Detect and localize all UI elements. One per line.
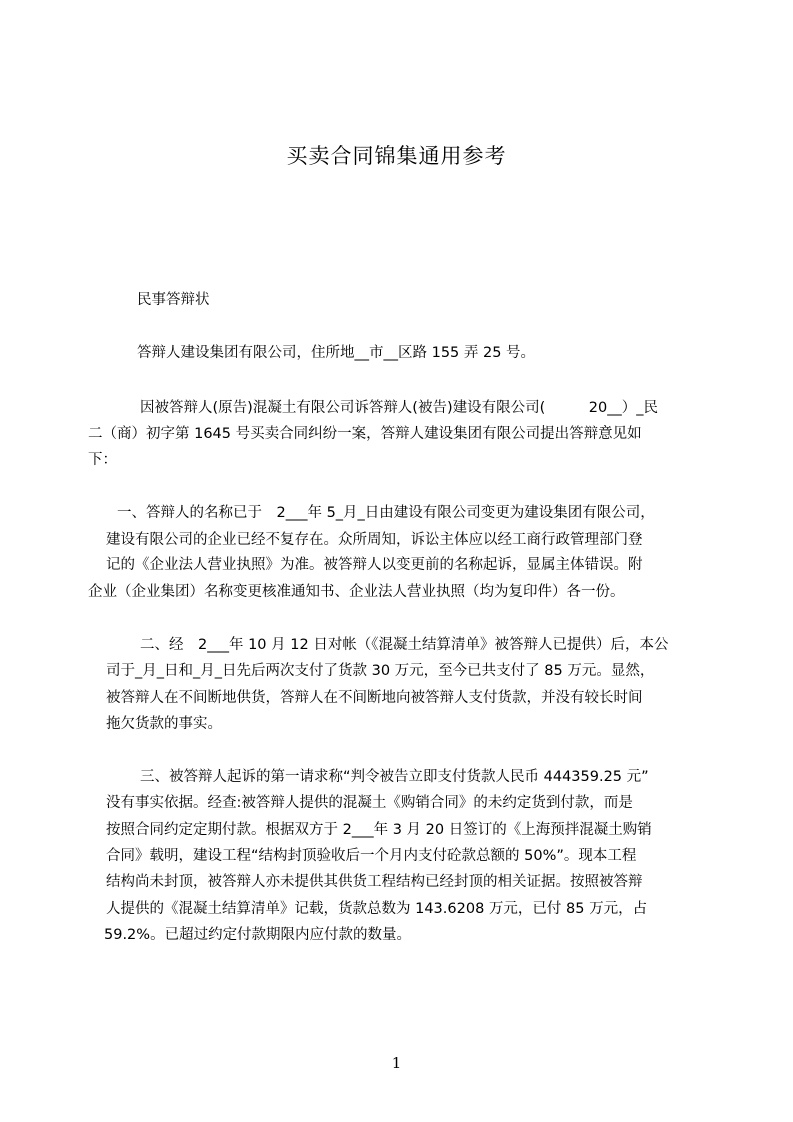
point3-line-5: 结构尚未封顶，被答辩人亦未提供其供货工程结构已经封顶的相关证据。按照被答辩: [106, 874, 643, 890]
heading: 民事答辩状: [137, 292, 210, 308]
point3-line-7: 59.2%。已超过约定付款期限内应付款的数量。: [104, 927, 412, 943]
intro-line-2: 二（商）初字第 1645 号买卖合同纠纷一案，答辩人建设集团有限公司提出答辩意见如: [88, 426, 642, 442]
point1-line-2: 建设有限公司的企业已经不复存在。众所周知，诉讼主体应以经工商行政管理部门登: [106, 532, 643, 548]
respondent-line: 答辩人建设集团有限公司，住所地__市__区路 155 弄 25 号。: [137, 345, 536, 361]
point3-line-3: 按照合同约定定期付款。根据双方于 2___年 3 月 20 日签订的《上海预拌混凝土购销: [106, 822, 652, 838]
document-title: 买卖合同锦集通用参考: [286, 144, 507, 168]
point1-line-4: 企业（企业集团）名称变更核准通知书、企业法人营业执照（均为复印件）各一份。: [88, 584, 625, 600]
point2-line-3: 被答辩人在不间断地供货，答辩人在不间断地向被答辩人支付货款，并没有较长时间: [106, 690, 643, 706]
point3-line-4: 合同》载明，建设工程“结构封顶验收后一个月内支付砼款总额的 50%”。现本工程: [106, 848, 637, 864]
point2-line-4: 拖欠货款的事实。: [106, 716, 222, 732]
point1-line-1: 一、答辩人的名称已于 2___年 5_月_日由建设有限公司变更为建设集团有限公司，: [117, 505, 655, 521]
point2-line-2: 司于_月_日和_月_日先后两次支付了货款 30 万元，至今已共支付了 85 万元。显然，: [106, 663, 655, 679]
point1-line-3: 记的《企业法人营业执照》为准。被答辩人以变更前的名称起诉，显属主体错误。附: [106, 557, 643, 573]
point3-line-2: 没有事实依据。经查:被答辩人提供的混凝土《购销合同》的未约定货到付款，而是: [106, 795, 633, 811]
point3-line-1: 三、被答辩人起诉的第一请求称“判令被告立即支付货款人民币 444359.25 元”: [140, 769, 649, 785]
page-number: 1: [391, 1054, 402, 1072]
intro-line-1: 因被答辩人(原告)混凝土有限公司诉答辩人(被告)建设有限公司( 20__）_民: [140, 400, 658, 416]
point2-line-1: 二、经 2___年 10 月 12 日对帐（《混凝土结算清单》被答辩人已提供）后，本公: [140, 637, 669, 653]
intro-line-3: 下：: [88, 452, 117, 468]
point3-line-6: 人提供的《混凝土结算清单》记载，货款总数为 143.6208 万元，已付 85 万元，占: [106, 901, 648, 917]
